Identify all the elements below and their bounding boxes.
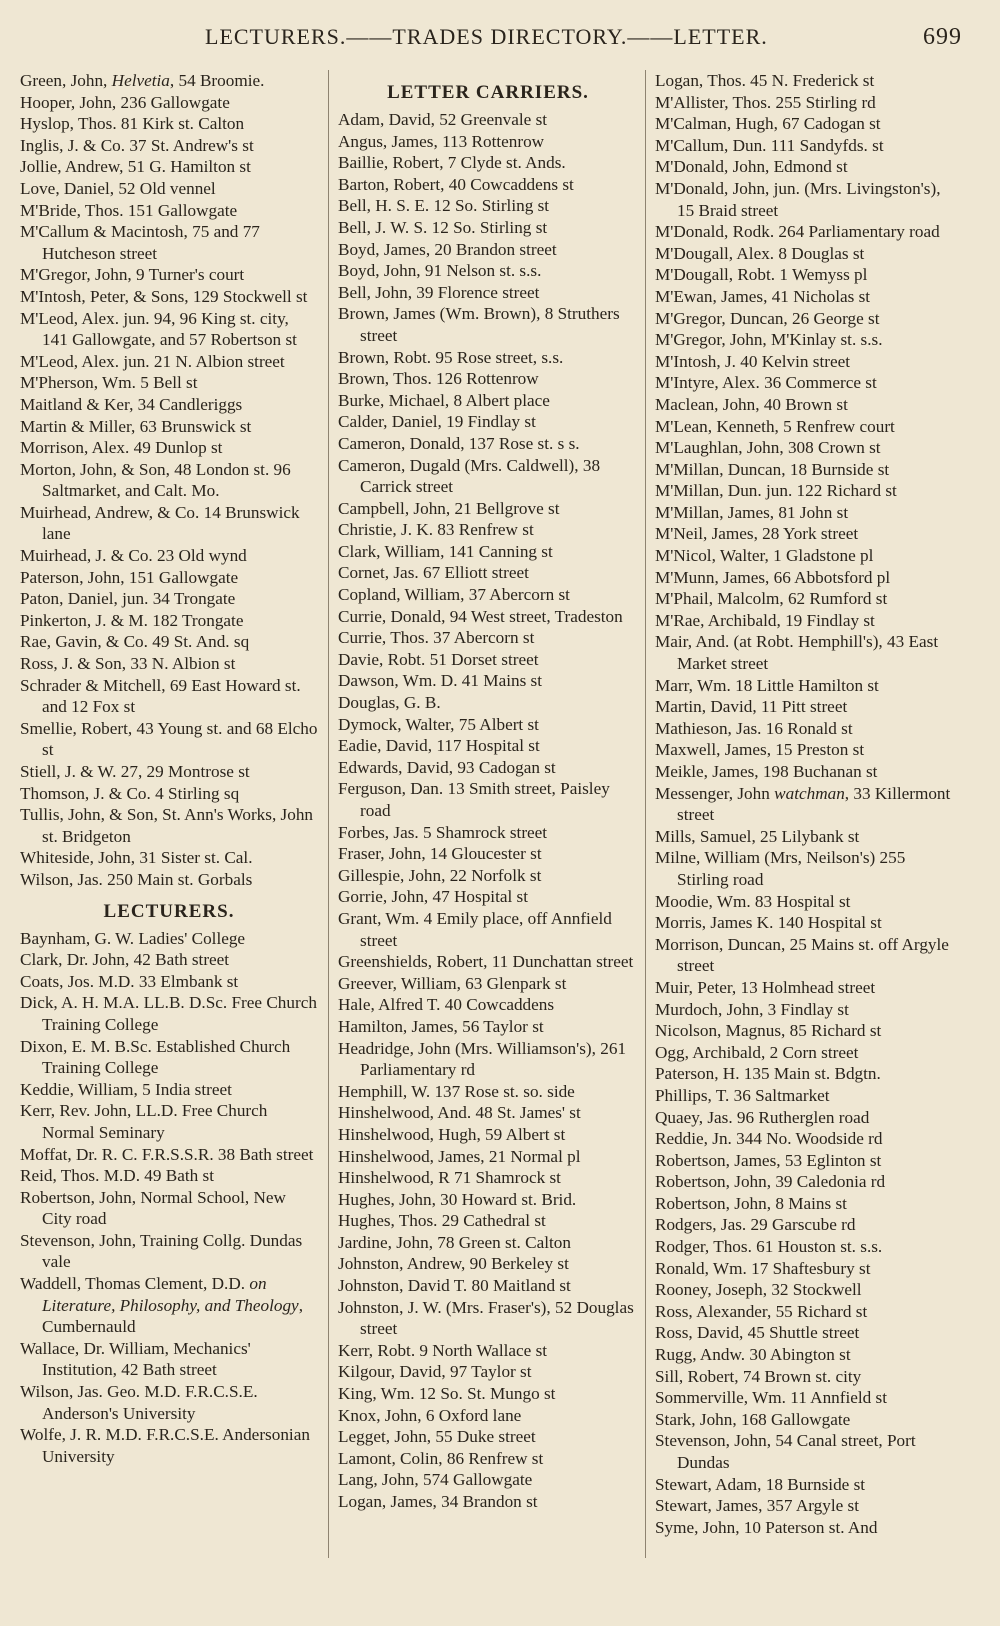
- directory-entry: Grant, Wm. 4 Emily place, off Annfield street: [338, 908, 612, 950]
- directory-entry: Ross, Alexander, 55 Richard st: [655, 1301, 868, 1321]
- directory-entry: Hinshelwood, Hugh, 59 Albert st: [338, 1124, 566, 1144]
- directory-entry: Wilson, Jas. 250 Main st. Gorbals: [20, 869, 253, 889]
- directory-entry: M'Neil, James, 28 York street: [655, 524, 859, 544]
- directory-entry: M'Calman, Hugh, 67 Cadogan st: [655, 114, 881, 134]
- directory-entry: Hale, Alfred T. 40 Cowcaddens: [338, 995, 555, 1015]
- directory-entry: Hooper, John, 236 Gallowgate: [20, 92, 230, 112]
- directory-entry: Clark, William, 141 Canning st: [338, 541, 553, 561]
- directory-entry: M'Nicol, Walter, 1 Gladstone pl: [655, 546, 874, 566]
- directory-entry: Morton, John, & Son, 48 London st. 96 Saltmarket, and Calt. Mo.: [20, 459, 291, 501]
- directory-entry: Brown, Thos. 126 Rottenrow: [338, 369, 539, 389]
- directory-entry: Whiteside, John, 31 Sister st. Cal.: [20, 848, 253, 868]
- directory-entry: Brown, Robt. 95 Rose street, s.s.: [338, 347, 564, 367]
- directory-entry: M'Millan, James, 81 John st: [655, 502, 849, 522]
- directory-entry: Quaey, Jas. 96 Rutherglen road: [655, 1107, 870, 1127]
- directory-entry: Mathieson, Jas. 16 Ronald st: [655, 718, 853, 738]
- directory-entry: Ross, J. & Son, 33 N. Albion st: [20, 654, 236, 674]
- directory-entry: M'Intosh, Peter, & Sons, 129 Stockwell st: [20, 286, 308, 306]
- column-2: [338, 70, 638, 1513]
- directory-entry: Hughes, Thos. 29 Cathedral st: [338, 1211, 546, 1231]
- directory-entry: Calder, Daniel, 19 Findlay st: [338, 412, 536, 432]
- directory-entry: Wolfe, J. R. M.D. F.R.C.S.E. Andersonian University: [20, 1425, 310, 1466]
- directory-entry: Kilgour, David, 97 Taylor st: [338, 1362, 532, 1382]
- directory-entry: Kerr, Robt. 9 North Wallace st: [338, 1340, 548, 1360]
- directory-entry: Kerr, Rev. John, LL.D. Free Church Normal Seminary: [20, 1101, 268, 1142]
- directory-entry: M'Allister, Thos. 255 Stirling rd: [655, 92, 876, 112]
- section-heading: LETTER CARRIERS.: [387, 82, 589, 103]
- directory-entry: Greenshields, Robert, 11 Dunchattan street: [338, 952, 634, 972]
- directory-entry: Stevenson, John, 54 Canal street, Port Dundas: [655, 1431, 916, 1472]
- directory-entry: Adam, David, 52 Greenvale st: [338, 110, 548, 129]
- directory-entry: Milne, William (Mrs, Neilson's) 255 Stirling road: [655, 848, 906, 889]
- directory-entry: M'Millan, Dun. jun. 122 Richard st: [655, 481, 897, 501]
- directory-entry: Wilson, Jas. Geo. M.D. F.R.C.S.E. Anderson's University: [20, 1382, 258, 1423]
- directory-entry: Love, Daniel, 52 Old vennel: [20, 178, 216, 198]
- directory-entry: Rae, Gavin, & Co. 49 St. And. sq: [20, 632, 250, 652]
- directory-entry: Gillespie, John, 22 Norfolk st: [338, 865, 542, 885]
- directory-entry: Stark, John, 168 Gallowgate: [655, 1409, 851, 1429]
- directory-entry: Keddie, William, 5 India street: [20, 1079, 232, 1099]
- directory-entry: Green, John, Helvetia, 54 Broomie.: [20, 71, 265, 90]
- directory-entry: Stewart, Adam, 18 Burnside st: [655, 1474, 866, 1494]
- directory-entry: Hinshelwood, James, 21 Normal pl: [338, 1146, 581, 1166]
- directory-entry: M'Millan, Duncan, 18 Burnside st: [655, 459, 890, 479]
- directory-entry: Cameron, Donald, 137 Rose st. s s.: [338, 433, 580, 453]
- directory-entry: Rodger, Thos. 61 Houston st. s.s.: [655, 1237, 883, 1257]
- directory-entry: Inglis, J. & Co. 37 St. Andrew's st: [20, 135, 254, 155]
- directory-entry: Johnston, J. W. (Mrs. Fraser's), 52 Douglas street: [338, 1297, 634, 1339]
- directory-entry: Smellie, Robert, 43 Young st. and 68 Elcho st: [20, 718, 318, 760]
- directory-entry: Paton, Daniel, jun. 34 Trongate: [20, 589, 236, 609]
- directory-entry: Dymock, Walter, 75 Albert st: [338, 714, 539, 734]
- directory-entry: Maxwell, James, 15 Preston st: [655, 740, 865, 760]
- directory-entry: Hyslop, Thos. 81 Kirk st. Calton: [20, 114, 245, 134]
- directory-entry: Currie, Donald, 94 West street, Tradeston: [338, 606, 623, 626]
- directory-entry: M'Gregor, John, 9 Turner's court: [20, 265, 245, 285]
- directory-entry: Logan, James, 34 Brandon st: [338, 1492, 538, 1511]
- directory-entry: Robertson, John, 39 Caledonia rd: [655, 1172, 886, 1192]
- directory-entry: M'Pherson, Wm. 5 Bell st: [20, 373, 198, 393]
- directory-entry: Dick, A. H. M.A. LL.B. D.Sc. Free Church Training College: [20, 993, 317, 1034]
- directory-entry: M'Gregor, Duncan, 26 George st: [655, 308, 880, 328]
- directory-entry: M'Laughlan, John, 308 Crown st: [655, 438, 881, 458]
- directory-entry: Ross, David, 45 Shuttle street: [655, 1323, 860, 1343]
- directory-entry: M'Phail, Malcolm, 62 Rumford st: [655, 589, 888, 609]
- directory-entry: Muirhead, Andrew, & Co. 14 Brunswick lane: [20, 502, 300, 544]
- directory-entry: M'Callum, Dun. 111 Sandyfds. st: [655, 135, 884, 155]
- column-1: [20, 70, 318, 1467]
- directory-entry: Ferguson, Dan. 13 Smith street, Paisley road: [338, 779, 610, 820]
- directory-entry: Hinshelwood, And. 48 St. James' st: [338, 1103, 581, 1123]
- directory-entry: Johnston, David T. 80 Maitland st: [338, 1276, 571, 1296]
- directory-entry: Wallace, Dr. William, Mechanics' Institution, 42 Bath street: [20, 1338, 251, 1380]
- directory-entry: M'Dougall, Alex. 8 Douglas st: [655, 243, 865, 263]
- directory-entry: Jardine, John, 78 Green st. Calton: [338, 1232, 571, 1252]
- directory-entry: Boyd, John, 91 Nelson st. s.s.: [338, 261, 542, 281]
- directory-entry: Stiell, J. & W. 27, 29 Montrose st: [20, 762, 250, 781]
- running-head: LECTURERS.——TRADES DIRECTORY.——LETTER.: [205, 24, 768, 49]
- directory-entry: Maitland & Ker, 34 Candleriggs: [20, 394, 243, 414]
- directory-entry: M'Munn, James, 66 Abbotsford pl: [655, 567, 891, 587]
- directory-entry: Reddie, Jn. 344 No. Woodside rd: [655, 1129, 883, 1149]
- directory-entry: Syme, John, 10 Paterson st. And: [655, 1517, 878, 1537]
- directory-entry: Morrison, Duncan, 25 Mains st. off Argyle street: [655, 934, 949, 976]
- directory-entry: M'Intyre, Alex. 36 Commerce st: [655, 373, 877, 393]
- directory-entry: Hemphill, W. 137 Rose st. so. side: [338, 1081, 575, 1101]
- directory-entry: Stevenson, John, Training Collg. Dundas vale: [20, 1230, 303, 1272]
- directory-entry: M'Intosh, J. 40 Kelvin street: [655, 351, 851, 371]
- directory-entry: Messenger, John watchman, 33 Killermont street: [655, 783, 951, 825]
- directory-entry: Mills, Samuel, 25 Lilybank st: [655, 826, 860, 846]
- directory-entry: Coats, Jos. M.D. 33 Elmbank st: [20, 971, 239, 991]
- directory-entry: Rooney, Joseph, 32 Stockwell: [655, 1280, 862, 1300]
- directory-entry: Greever, William, 63 Glenpark st: [338, 973, 567, 993]
- directory-entry: Paterson, John, 151 Gallowgate: [20, 567, 239, 587]
- directory-entry: Fraser, John, 14 Gloucester st: [338, 844, 542, 864]
- directory-entry: M'Bride, Thos. 151 Gallowgate: [20, 200, 238, 220]
- directory-entry: Rugg, Andw. 30 Abington st: [655, 1345, 851, 1365]
- directory-entry: Nicolson, Magnus, 85 Richard st: [655, 1021, 882, 1041]
- directory-entry: Schrader & Mitchell, 69 East Howard st. and 12 Fox st: [20, 675, 301, 717]
- directory-entry: M'Rae, Archibald, 19 Findlay st: [655, 610, 875, 630]
- directory-entry: Muirhead, J. & Co. 23 Old wynd: [20, 546, 247, 566]
- directory-entry: Currie, Thos. 37 Abercorn st: [338, 628, 535, 648]
- directory-entry: Dawson, Wm. D. 41 Mains st: [338, 671, 543, 691]
- directory-entry: Pinkerton, J. & M. 182 Trongate: [20, 610, 244, 630]
- directory-entry: Campbell, John, 21 Bellgrove st: [338, 498, 560, 518]
- directory-entry: Legget, John, 55 Duke street: [338, 1427, 536, 1447]
- directory-entry: Maclean, John, 40 Brown st: [655, 394, 848, 414]
- directory-entry: Waddell, Thomas Clement, D.D. on Literature, Philosophy, and Theology, Cumbernauld: [20, 1274, 303, 1337]
- directory-entry: M'Lean, Kenneth, 5 Renfrew court: [655, 416, 895, 436]
- directory-entry: Bell, H. S. E. 12 So. Stirling st: [338, 196, 550, 216]
- directory-entry: Lamont, Colin, 86 Renfrew st: [338, 1448, 544, 1468]
- directory-entry: Thomson, J. & Co. 4 Stirling sq: [20, 783, 240, 803]
- directory-entry: Moffat, Dr. R. C. F.R.S.S.R. 38 Bath street: [20, 1144, 314, 1164]
- directory-entry: Phillips, T. 36 Saltmarket: [655, 1085, 830, 1105]
- directory-entry: Robertson, John, 8 Mains st: [655, 1193, 847, 1213]
- directory-entry: Martin & Miller, 63 Brunswick st: [20, 416, 252, 436]
- directory-entry: Robertson, James, 53 Eglinton st: [655, 1150, 882, 1170]
- column-divider: [645, 70, 646, 1558]
- directory-entry: Reid, Thos. M.D. 49 Bath st: [20, 1166, 215, 1186]
- directory-entry: M'Dougall, Robt. 1 Wemyss pl: [655, 265, 868, 285]
- directory-entry: M'Donald, John, jun. (Mrs. Livingston's), 15 Braid street: [655, 178, 941, 220]
- directory-entry: Ronald, Wm. 17 Shaftesbury st: [655, 1258, 871, 1278]
- directory-entry: Meikle, James, 198 Buchanan st: [655, 762, 878, 781]
- directory-entry: Barton, Robert, 40 Cowcaddens st: [338, 174, 574, 194]
- directory-entry: Lang, John, 574 Gallowgate: [338, 1470, 533, 1490]
- section-heading: LECTURERS.: [103, 900, 235, 922]
- directory-entry: Morrison, Alex. 49 Dunlop st: [20, 438, 223, 458]
- directory-entry: Logan, Thos. 45 N. Frederick st: [655, 71, 875, 90]
- directory-entry: Bell, John, 39 Florence street: [338, 282, 540, 302]
- directory-entry: Moodie, Wm. 83 Hospital st: [655, 891, 851, 911]
- directory-entry: Forbes, Jas. 5 Shamrock street: [338, 822, 548, 842]
- directory-entry: M'Leod, Alex. jun. 94, 96 King st. city, 141 Gallowgate, and 57 Robertson st: [20, 308, 297, 350]
- directory-entry: Robertson, John, Normal School, New City road: [20, 1187, 286, 1229]
- directory-entry: Marr, Wm. 18 Little Hamilton st: [655, 675, 879, 695]
- directory-entry: Sommerville, Wm. 11 Annfield st: [655, 1388, 888, 1408]
- directory-entry: Jollie, Andrew, 51 G. Hamilton st: [20, 157, 251, 177]
- directory-entry: Hamilton, James, 56 Taylor st: [338, 1016, 544, 1036]
- directory-entry: Edwards, David, 93 Cadogan st: [338, 757, 556, 777]
- directory-entry: Paterson, H. 135 Main st. Bdgtn.: [655, 1064, 881, 1084]
- directory-entry: M'Callum & Macintosh, 75 and 77 Hutcheson street: [20, 222, 260, 263]
- directory-entry: Headridge, John (Mrs. Williamson's), 261 Parliamentary rd: [338, 1038, 627, 1080]
- directory-entry: Tullis, John, & Son, St. Ann's Works, John st. Bridgeton: [20, 805, 314, 846]
- directory-entry: Douglas, G. B.: [338, 693, 441, 713]
- directory-entry: Muir, Peter, 13 Holmhead street: [655, 977, 876, 997]
- directory-entry: Ogg, Archibald, 2 Corn street: [655, 1042, 859, 1062]
- directory-entry: Clark, Dr. John, 42 Bath street: [20, 950, 230, 970]
- directory-entry: Cameron, Dugald (Mrs. Caldwell), 38 Carrick street: [338, 455, 601, 497]
- page-header: [20, 24, 962, 54]
- directory-entry: Dixon, E. M. B.Sc. Established Church Training College: [20, 1036, 291, 1078]
- directory-entry: Cornet, Jas. 67 Elliott street: [338, 563, 529, 583]
- column-3: [655, 70, 955, 1538]
- directory-entry: Hinshelwood, R 71 Shamrock st: [338, 1168, 561, 1188]
- directory-entry: Martin, David, 11 Pitt street: [655, 697, 848, 717]
- directory-entry: M'Gregor, John, M'Kinlay st. s.s.: [655, 330, 883, 350]
- directory-entry: Sill, Robert, 74 Brown st. city: [655, 1366, 862, 1386]
- directory-entry: Rodgers, Jas. 29 Garscube rd: [655, 1215, 856, 1235]
- directory-entry: M'Donald, Rodk. 264 Parliamentary road: [655, 222, 940, 242]
- directory-entry: Knox, John, 6 Oxford lane: [338, 1405, 522, 1425]
- column-divider: [328, 70, 329, 1558]
- directory-entry: M'Donald, John, Edmond st: [655, 157, 848, 177]
- directory-entry: M'Ewan, James, 41 Nicholas st: [655, 286, 871, 306]
- page-number: 699: [923, 24, 962, 50]
- directory-entry: Gorrie, John, 47 Hospital st: [338, 887, 529, 907]
- directory-entry: Brown, James (Wm. Brown), 8 Struthers street: [338, 304, 620, 345]
- directory-entry: Burke, Michael, 8 Albert place: [338, 390, 550, 410]
- directory-entry: Johnston, Andrew, 90 Berkeley st: [338, 1254, 569, 1274]
- directory-entry: Stewart, James, 357 Argyle st: [655, 1496, 859, 1516]
- directory-entry: Bell, J. W. S. 12 So. Stirling st: [338, 217, 548, 237]
- directory-entry: Morris, James K. 140 Hospital st: [655, 913, 882, 933]
- directory-entry: Eadie, David, 117 Hospital st: [338, 736, 540, 756]
- directory-entry: Baynham, G. W. Ladies' College: [20, 928, 246, 948]
- directory-entry: Boyd, James, 20 Brandon street: [338, 239, 557, 259]
- directory-entry: Davie, Robt. 51 Dorset street: [338, 649, 539, 669]
- directory-entry: Copland, William, 37 Abercorn st: [338, 585, 570, 605]
- directory-entry: M'Leod, Alex. jun. 21 N. Albion street: [20, 351, 285, 371]
- directory-entry: Mair, And. (at Robt. Hemphill's), 43 East Market street: [655, 632, 939, 674]
- directory-entry: King, Wm. 12 So. St. Mungo st: [338, 1384, 556, 1404]
- directory-entry: Murdoch, John, 3 Findlay st: [655, 999, 849, 1019]
- directory-entry: Hughes, John, 30 Howard st. Brid.: [338, 1189, 577, 1209]
- directory-entry: Angus, James, 113 Rottenrow: [338, 131, 545, 151]
- directory-entry: Christie, J. K. 83 Renfrew st: [338, 520, 534, 540]
- directory-entry: Baillie, Robert, 7 Clyde st. Ands.: [338, 153, 566, 173]
